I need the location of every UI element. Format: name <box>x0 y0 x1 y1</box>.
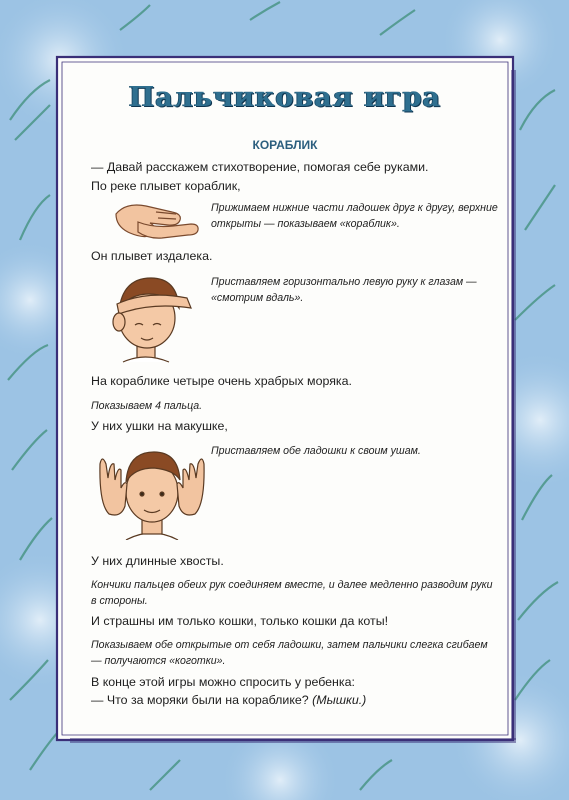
text-line-4: На кораблике четыре очень храбрых моряка. <box>91 374 352 388</box>
text-line-1: — Давай расскажем стихотворение, помогая себе руками. <box>91 160 429 174</box>
instruction-2: Приставляем горизонтально левую руку к глазам — «смотрим вдаль». <box>211 276 477 304</box>
instruction-4: Приставляем обе ладошки к своим ушам. <box>211 445 421 457</box>
instruction-5: Кончики пальцев обеих рук соединяем вместе, и далее медленно разводим руки в стороны. <box>91 579 493 607</box>
boy-looking-far-illustration <box>103 270 198 366</box>
boy-ears-illustration <box>96 444 208 540</box>
text-line-2: По реке плывет кораблик, <box>91 179 241 193</box>
instruction-3: Показываем 4 пальца. <box>91 400 203 412</box>
instruction-6: Показываем обе открытые от себя ладошки, затем пальчики слегка сгибаем — получаются «коготки». <box>91 639 488 667</box>
text-line-6: У них длинные хвосты. <box>91 554 224 568</box>
text-line-8: В конце этой игры можно спросить у ребенка: <box>91 675 355 689</box>
hands-ship-illustration <box>108 198 203 242</box>
text-line-3: Он плывет издалека. <box>91 249 213 263</box>
question-text: — Что за моряки были на кораблике? <box>91 693 309 707</box>
poem-title: КОРАБЛИК <box>252 138 318 152</box>
answer-text: (Мышки.) <box>312 693 367 707</box>
text-line-7: И страшны им только кошки, только кошки да коты! <box>91 614 389 628</box>
text-line-5: У них ушки на макушке, <box>91 419 228 433</box>
text-line-9 <box>91 693 366 707</box>
instruction-1: Прижимаем нижние части ладошек друг к другу, верхние открыты — показываем «кораблик». <box>211 202 498 230</box>
page-title: Пальчиковая игра <box>128 82 442 113</box>
